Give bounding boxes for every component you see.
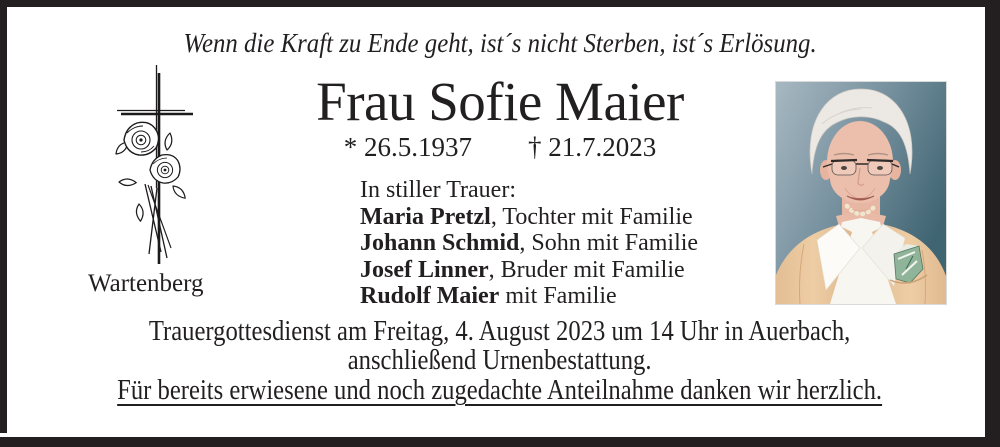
service-line-1 <box>0 318 1000 347</box>
mourner-name: Johann Schmid <box>360 230 520 257</box>
deceased-name-title: Frau Sofie Maier <box>316 71 684 132</box>
epigraph-quote <box>0 27 1000 59</box>
birth-date: * 26.5.1937 <box>343 132 472 162</box>
service-info <box>0 318 1000 375</box>
mourner-relation: , Bruder mit Familie <box>488 256 685 283</box>
mourner-name: Josef Linner <box>360 256 489 283</box>
death-date: † 21.7.2023 <box>528 132 657 162</box>
mourning-block <box>360 177 698 310</box>
place-name: Wartenberg <box>88 270 204 297</box>
mourner-relation: mit Familie <box>499 283 617 310</box>
epigraph-quote-text: Wenn die Kraft zu Ende geht, ist´s nicht Sterben, ist´s Erlösung. <box>183 28 817 58</box>
mourning-intro: In stiller Trauer: <box>360 177 516 203</box>
mourner-row <box>360 230 698 257</box>
mourner-relation: , Tochter mit Familie <box>490 203 693 230</box>
mourner-row <box>360 204 698 231</box>
frame-border-top <box>0 0 1000 7</box>
thanks-line <box>0 376 1000 406</box>
mourner-name: Maria Pretzl <box>360 203 491 230</box>
mourner-row <box>360 283 698 310</box>
portrait-photo <box>776 82 946 304</box>
mourner-relation: , Sohn mit Familie <box>519 230 699 257</box>
mourner-row <box>360 257 698 284</box>
frame-border-bottom <box>0 437 1000 447</box>
thanks-line-text: Für bereits erwiesene und noch zugedachte Anteilnahme danken wir herzlich. <box>117 375 883 406</box>
service-line-2 <box>0 344 1000 376</box>
service-line-2-text: anschließend Urnenbestattung. <box>348 344 652 376</box>
mourner-name: Rudolf Maier <box>360 283 500 310</box>
service-line-1-text: Trauergottesdienst am Freitag, 4. August 2023 um 14 Uhr in Auerbach, <box>149 316 851 347</box>
